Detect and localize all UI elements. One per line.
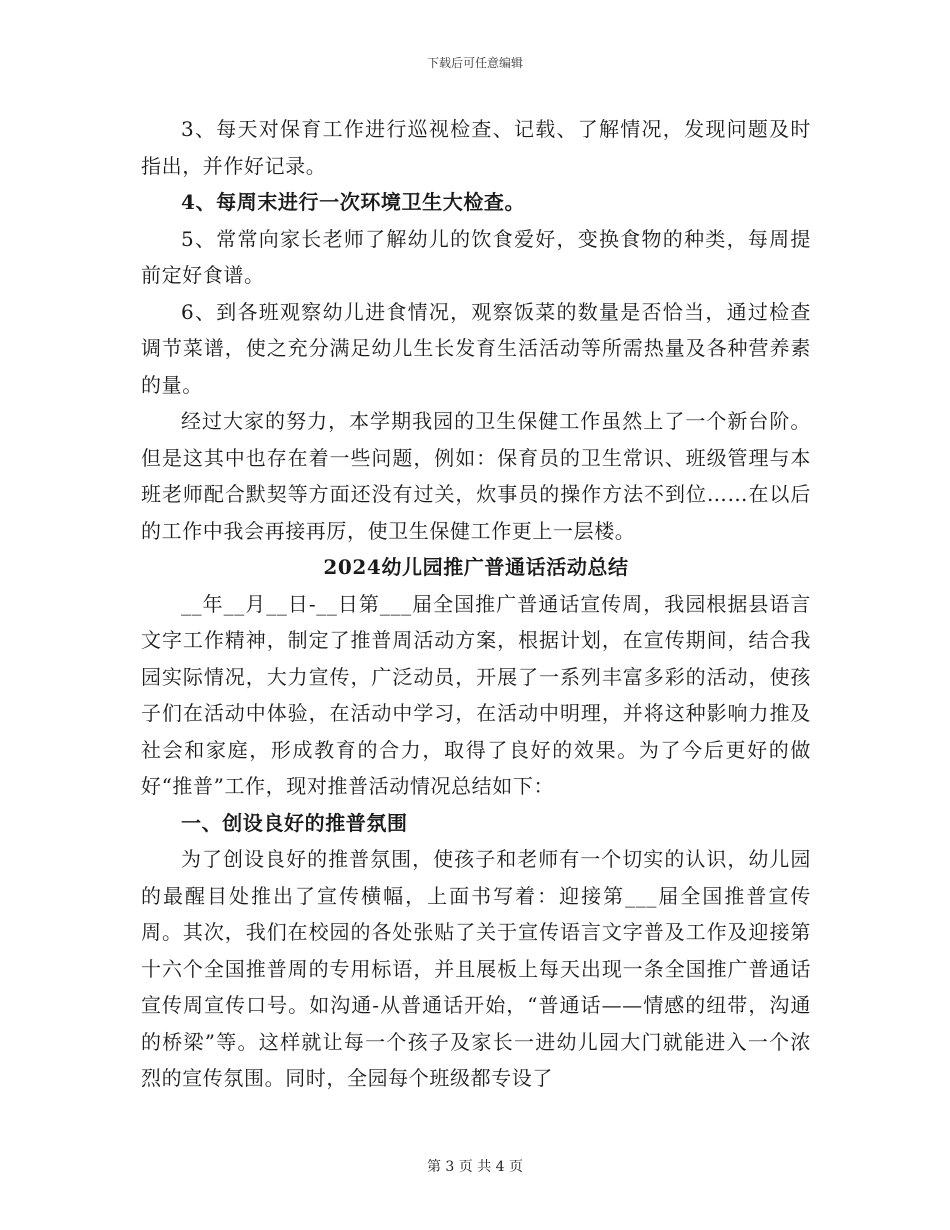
section-body-1: 为了创设良好的推普氛围，使孩子和老师有一个切实的认识，幼儿园的最醒目处推出了宣传横幅，上面书写着：迎接第___届全国推普宣传周。其次，我们在校园的各处张贴了关于宣传语言文字普及工作及迎接第十六个全国推普周的专用标语，并且展板上每天出现一条全国推广普通话宣传周宣传口号。如沟通-从普通话开始，“普通话——情感的纽带，沟通的桥梁”等。这样就让每一个孩子及家长一进幼儿园大门就能进入一个浓烈的宣传氛围。同时，全园每个班级都专设了 xyxy=(141,847,811,1090)
paragraph-summary: 经过大家的努力，本学期我园的卫生保健工作虽然上了一个新台阶。但是这其中也存在着一些问题，例如：保育员的卫生常识、班级管理与本班老师配合默契等方面还没有过关，炊事员的操作方法不到位……在以后的工作中我会再接再厉，使卫生保健工作更上一层楼。 xyxy=(141,409,811,543)
page-header-note: 下载后可任意编辑 xyxy=(426,56,523,70)
paragraph-item-5: 5、常常向家长老师了解幼儿的饮食爱好，变换食物的种类，每周提前定好食谱。 xyxy=(141,226,811,287)
document-body xyxy=(141,111,811,1097)
paragraph-item-3: 3、每天对保育工作进行巡视检查、记载、了解情况，发现问题及时指出，并作好记录。 xyxy=(141,117,811,178)
paragraph-item-4: 4、每周末进行一次环境卫生大检查。 xyxy=(181,190,526,214)
section-title: 2024幼儿园推广普通话活动总结 xyxy=(323,555,629,579)
paragraph-item-6: 6、到各班观察幼儿进食情况，观察饭菜的数量是否恰当，通过检查调节菜谱，使之充分满足幼儿生长发育生活活动等所需热量及各种营养素的量。 xyxy=(141,299,811,397)
page-number: 第 3 页 共 4 页 xyxy=(426,1159,524,1175)
section-heading-1: 一、创设良好的推普氛围 xyxy=(181,810,408,835)
intro-paragraph: __年__月__日-__日第___届全国推广普通话宣传周，我园根据县语言文字工作精神，制定了推普周活动方案，根据计划，在宣传期间，结合我园实际情况，大力宣传，广泛动员，开展了一系列丰富多彩的活动，使孩子们在活动中体验，在活动中学习，在活动中明理，并将这种影响力推及社会和家庭，形成教育的合力，取得了良好的效果。为了今后更好的做好“推普”工作，现对推普活动情况总结如下： xyxy=(141,591,811,798)
